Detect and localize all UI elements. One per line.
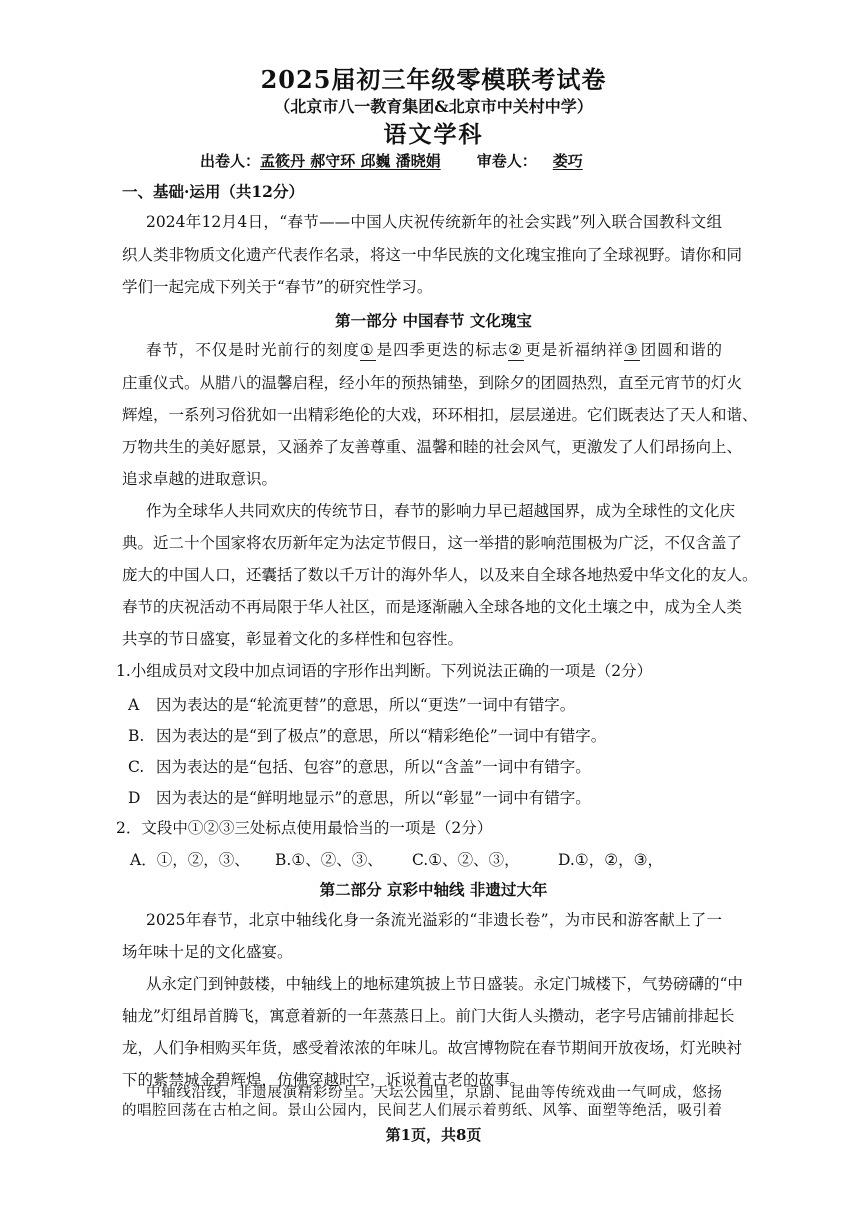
paragraph-line: 场年味十足的文化盛宴。	[122, 943, 293, 961]
paragraph-line: 从永定门到钟鼓楼，中轴线上的地标建筑披上节日盛装。永定门城楼下，气势磅礴的“中	[146, 975, 743, 993]
author-names: 孟筱丹 郝守环 邱巍 潘晓娟	[260, 152, 441, 170]
blank-1: ①	[360, 340, 376, 361]
exam-title: 2025届初三年级零模联考试卷	[260, 65, 607, 94]
exam-subtitle: （北京市八一教育集团&北京市中关村中学）	[274, 97, 593, 116]
page-number: 第1页，共8页	[385, 1126, 482, 1144]
question-2-stem: 2．文段中①②③三处标点使用最恰当的一项是（2分）	[116, 819, 493, 837]
paragraph-line: 轴龙”灯组昂首腾飞，寓意着新的一年蒸蒸日上。前门大街人头攒动，老字号店铺前排起长	[122, 1007, 735, 1025]
intro-line: 2024年12月4日，“春节——中国人庆祝传统新年的社会实践”列入联合国教科文组	[146, 213, 722, 231]
author-label: 出卷人：	[200, 152, 261, 170]
section-heading: 一、基础·运用（共12分）	[122, 182, 304, 201]
intro-line: 织人类非物质文化遗产代表作名录，将这一中华民族的文化瑰宝推向了全球视野。请你和同	[122, 246, 743, 264]
q2-option-c[interactable]: C.①、②、③，	[412, 851, 520, 869]
q1-option-d[interactable]: D 因为表达的是“鲜明地显示”的意思，所以“彰显”一词中有错字。	[128, 789, 591, 807]
paragraph-line: 庄重仪式。从腊八的温馨启程，经小年的预热铺垫，到除夕的团圆热烈，直至元宵节的灯火	[122, 374, 743, 392]
paragraph-line: 春节，不仅是时光前行的刻度① 是四季更迭的标志② 更是祈福纳祥③ 团圆和谐的	[146, 341, 722, 359]
blank-2: ②	[508, 340, 524, 361]
reviewer-label: 审卷人：	[476, 152, 537, 170]
reviewer-name: 娄巧	[552, 152, 583, 170]
paragraph-line: 作为全球华人共同欢庆的传统节日，春节的影响力早已超越国界，成为全球性的文化庆	[146, 502, 736, 520]
paragraph-line: 庞大的中国人口，还囊括了数以千万计的海外华人，以及来自全球各地热爱中华文化的友人。	[122, 566, 758, 584]
paragraph-line: 万物共生的美好愿景，又涵养了友善尊重、温馨和睦的社会风气，更激发了人们昂扬向上、	[122, 438, 743, 456]
q2-option-a[interactable]: A．①，②，③、	[130, 851, 250, 869]
paragraph-line: 龙，人们争相购买年货，感受着浓浓的年味儿。故宫博物院在春节期间开放夜场，灯光映衬	[122, 1039, 743, 1057]
exam-subject: 语文学科	[383, 121, 484, 148]
intro-line: 学们一起完成下列关于“春节”的研究性学习。	[122, 278, 433, 296]
q1-option-a[interactable]: A 因为表达的是“轮流更替”的意思，所以“更迭”一词中有错字。	[128, 696, 576, 714]
paragraph-line: 中轴线沿线，非遗展演精彩纷呈。天坛公园里，京剧、昆曲等传统戏曲一气呵成，悠扬	[146, 1085, 722, 1101]
paragraph-line: 下的紫禁城金碧辉煌，仿佛穿越时空，诉说着古老的故事。	[122, 1071, 526, 1089]
part2-heading: 第二部分 京彩中轴线 非遗过大年	[319, 880, 548, 899]
q2-option-b[interactable]: B.①、②、③、	[275, 851, 383, 869]
paragraph-line: 追求卓越的进取意识。	[122, 470, 278, 488]
paragraph-line: 辉煌，一系列习俗犹如一出精彩绝伦的大戏，环环相扣，层层递进。它们既表达了天人和谐、	[122, 406, 758, 424]
paragraph-line: 春节的庆祝活动不再局限于华人社区，而是逐渐融入全球各地的文化土壤之中，成为全人类	[122, 598, 743, 616]
paragraph-line: 2025年春节，北京中轴线化身一条流光溢彩的“非遗长卷”，为市民和游客献上了一	[146, 911, 722, 929]
paragraph-line: 的唱腔回荡在古柏之间。景山公园内，民间艺人们展示着剪纸、风筝、面塑等绝活，吸引着	[122, 1103, 722, 1119]
q1-option-c[interactable]: C. 因为表达的是“包括、包容”的意思，所以“含盖”一词中有错字。	[128, 758, 591, 776]
q1-option-b[interactable]: B. 因为表达的是“到了极点”的意思，所以“精彩绝伦”一词中有错字。	[128, 727, 607, 745]
question-1-stem: 1.小组成员对文段中加点词语的字形作出判断。下列说法正确的一项是（2分）	[116, 662, 653, 680]
paragraph-line: 共享的节日盛宴，彰显着文化的多样性和包容性。	[122, 630, 464, 648]
part1-heading: 第一部分 中国春节 文化瑰宝	[335, 311, 532, 330]
q2-option-d[interactable]: D.①，②，③，	[558, 851, 663, 869]
paragraph-line: 典。近二十个国家将农历新年定为法定节假日，这一举措的影响范围极为广泛，不仅含盖了	[122, 534, 743, 552]
blank-3: ③	[624, 340, 640, 361]
